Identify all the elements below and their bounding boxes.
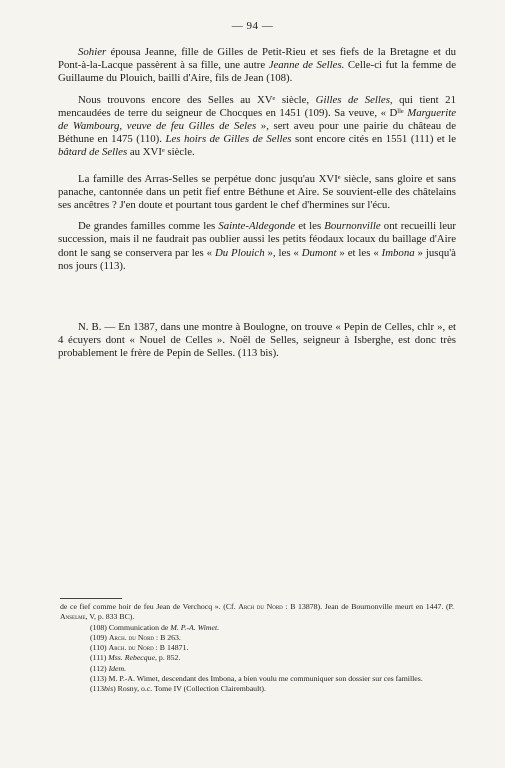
text-run: au XVIᵉ siècle. bbox=[127, 146, 195, 159]
footnote-111 bbox=[60, 653, 454, 663]
text-run: Gilles de Selles, bbox=[315, 93, 393, 106]
footnote-113-bis bbox=[60, 684, 454, 694]
text-run: De grandes familles comme les bbox=[78, 220, 219, 233]
footnote-separator bbox=[60, 598, 122, 599]
text-run: Bournonville bbox=[324, 220, 381, 233]
footnote-109 bbox=[60, 633, 454, 643]
text-run: ) Rosny, o.c. Tome IV (Collection Clairembault). bbox=[113, 684, 266, 694]
text-run: ont recueilli leur succession, mais il ne faudrait pas oublier aussi les petits féodaux locaux du baillage d'Aire dont le sang se conservera par les « bbox=[58, 220, 456, 259]
paragraph-xv-siecle bbox=[58, 94, 456, 160]
text-run: La famille des Arras-Selles se perpétue donc jusqu'au XVIᵉ siècle, sans gloire et sans panache, cantonnée dans un petit fief entre Béthune et Aire. Se souvient-elle des châtelains ses ancêtres ? J'en doute et pourtant tous gardent le chef d'hermines sur l'écu. bbox=[58, 172, 456, 212]
main-text bbox=[58, 46, 456, 361]
paragraph-nota-bene bbox=[58, 321, 456, 361]
text-run: (109) bbox=[90, 632, 109, 642]
text-run: (113) M. P.-A. Wimet, descendant des Imbona, a bien voulu me communiquer son dossier sur ces familles. bbox=[90, 674, 423, 684]
text-run: », les « bbox=[264, 246, 302, 259]
text-run: : B 13878). Jean de Bournonville meurt en 1447. (P. bbox=[282, 602, 454, 611]
footnotes bbox=[60, 602, 454, 695]
text-run: Imbona bbox=[381, 246, 415, 259]
text-run: sont encore cités en 1551 (111) et le bbox=[291, 133, 456, 146]
text-run: », sert aveu pour une pairie du château de Béthune en 1475 (110). bbox=[58, 120, 456, 146]
text-run: Arch. du Nord bbox=[108, 643, 154, 653]
text-run: Sohier bbox=[78, 46, 107, 58]
text-run: de ce fief comme hoir de feu Jean de Verchocq ». (Cf. bbox=[60, 602, 239, 611]
paragraph-sohier bbox=[58, 46, 456, 86]
text-run: qui tient 21 mencaudées de terre du seigneur de Chocques en 1451 (109). Sa veuve, « Dˡˡᵉ bbox=[58, 93, 456, 119]
text-run: et les bbox=[295, 220, 325, 233]
footnote-108 bbox=[60, 623, 454, 633]
text-run: » jusqu'à nos jours (113). bbox=[58, 246, 456, 272]
text-run: Mss. Rebecque bbox=[108, 653, 156, 663]
text-run: bâtard de Selles bbox=[58, 146, 128, 159]
paragraph-grandes-familles bbox=[58, 220, 456, 273]
text-run: (110) bbox=[90, 643, 109, 653]
footnote-continuation bbox=[60, 602, 454, 623]
text-run: Idem. bbox=[108, 663, 127, 673]
text-run: Jeanne de Selles. bbox=[268, 59, 345, 72]
text-run: (113 bbox=[90, 684, 105, 694]
paragraph-arras-selles bbox=[58, 173, 456, 213]
text-run: (111) bbox=[90, 653, 109, 663]
text-run: Arch. du Nord bbox=[108, 632, 155, 642]
footnote-113 bbox=[60, 674, 454, 684]
text-run: Dumont bbox=[301, 246, 337, 259]
text-run: Marguerite de Wambourg, veuve de feu Gilles de Seles bbox=[58, 106, 456, 133]
text-run: Du Plouich bbox=[214, 246, 265, 259]
text-run: (112) bbox=[90, 663, 109, 673]
text-run: épousa Jeanne, fille de Gilles de Petit-Rieu et ses fiefs de la Bretagne et du Pont-à-la-Lacque passèrent à sa fille, une autre bbox=[58, 46, 456, 72]
text-run: : B 14871. bbox=[153, 643, 189, 653]
text-run: (108) Communication de bbox=[90, 622, 171, 632]
text-run: , V, p. 833 BC). bbox=[85, 612, 135, 622]
text-run: : B 263. bbox=[154, 632, 181, 642]
text-run: Anselme bbox=[60, 612, 86, 622]
text-run: , p. 852. bbox=[155, 653, 181, 663]
text-run: » et les « bbox=[336, 246, 382, 259]
text-run: Les hoirs de Gilles de Selles bbox=[165, 133, 292, 146]
footnote-110 bbox=[60, 643, 454, 653]
footnote-112 bbox=[60, 664, 454, 674]
page-number: — 94 — bbox=[231, 20, 274, 32]
text-run: N. B. — En 1387, dans une montre à Boulogne, on trouve « Pepin de Celles, chlr », et 4 écuyers dont « Nouel de Celles ». Noël de Selles, seigneur à Isberghe, est donc très probablement le frère de Pepin de Selles. (113 bis). bbox=[58, 321, 456, 360]
text-run: bis bbox=[104, 684, 114, 694]
text-run: Sainte-Aldegonde bbox=[218, 220, 296, 233]
text-run: Celle-ci fut la femme de Guillaume du Plouich, bailli d'Aire, fils de Jean (108). bbox=[58, 59, 456, 85]
text-run: Nous trouvons encore des Selles au XVᵉ siècle, bbox=[78, 93, 316, 106]
text-run: Arch du Nord bbox=[238, 602, 283, 611]
text-run: M. P.-A. Wimet. bbox=[170, 622, 220, 632]
